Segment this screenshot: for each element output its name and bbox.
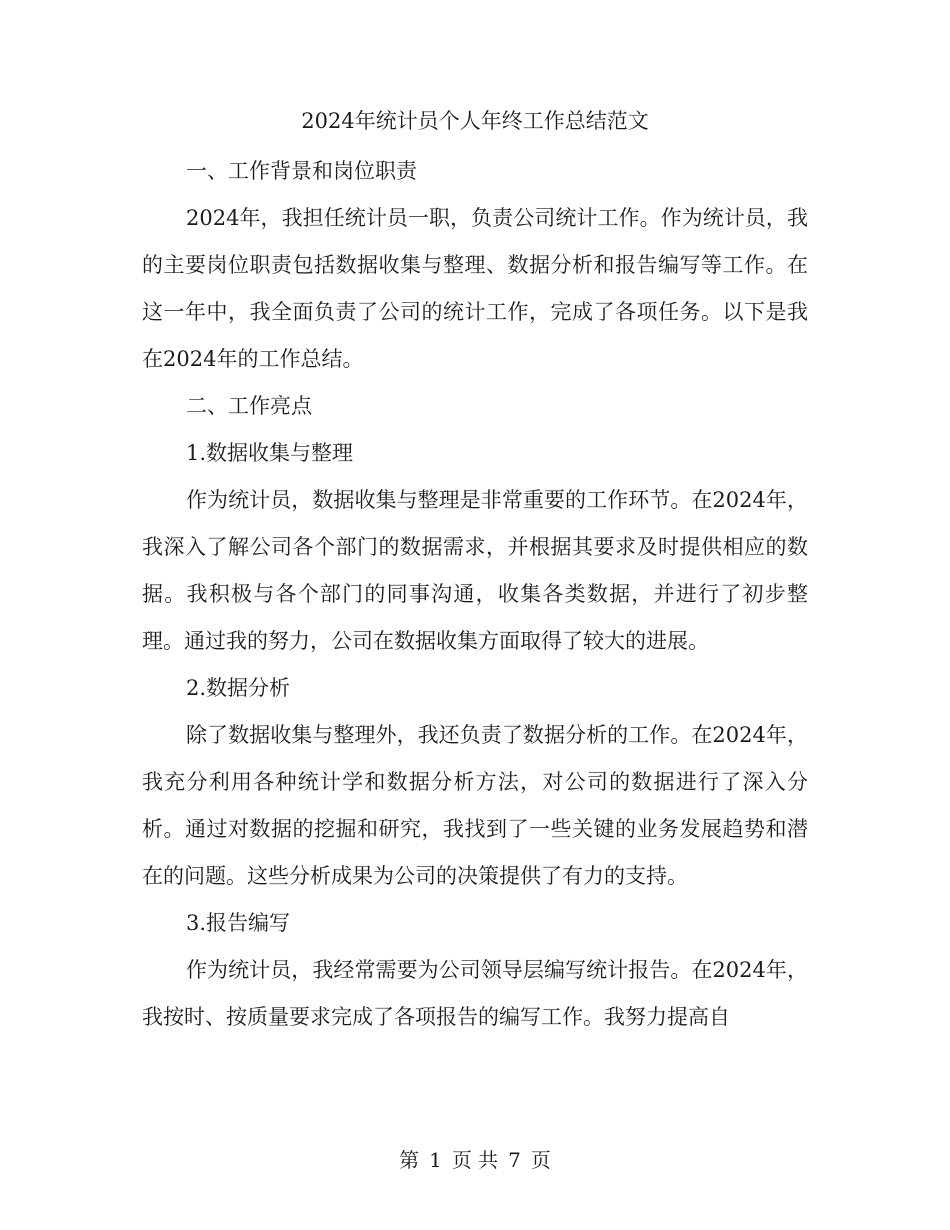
total-pages-number: 7: [508, 1148, 521, 1172]
subheading-data-collection: 1.数据收集与整理: [186, 441, 354, 465]
page-number-footer: [0, 1146, 950, 1174]
document-body: [142, 101, 808, 1041]
footer-suffix: 页: [530, 1148, 551, 1172]
section-heading-background: 一、工作背景和岗位职责: [186, 159, 417, 183]
document-title: 2024年统计员个人年终工作总结范文: [301, 109, 649, 133]
current-page-number: 1: [429, 1148, 442, 1172]
subheading-data-analysis: 2.数据分析: [186, 676, 291, 700]
section-heading-highlights: 二、工作亮点: [186, 394, 312, 418]
paragraph-background: 2024年，我担任统计员一职，负责公司统计工作。作为统计员，我的主要岗位职责包括数据收集与整理、数据分析和报告编写等工作。在这一年中，我全面负责了公司的统计工作，完成了各项任务。以下是我在2024年的工作总结。: [142, 206, 808, 371]
footer-middle: 页 共: [451, 1148, 499, 1172]
subheading-report-writing: 3.报告编写: [186, 911, 291, 935]
paragraph-report-writing: 作为统计员，我经常需要为公司领导层编写统计报告。在2024年，我按时、按质量要求完成了各项报告的编写工作。我努力提高自: [142, 958, 808, 1029]
footer-prefix: 第: [399, 1148, 420, 1172]
paragraph-data-collection: 作为统计员，数据收集与整理是非常重要的工作环节。在2024年，我深入了解公司各个部门的数据需求，并根据其要求及时提供相应的数据。我积极与各个部门的同事沟通，收集各类数据，并进行了初步整理。通过我的努力，公司在数据收集方面取得了较大的进展。: [142, 488, 808, 653]
paragraph-data-analysis: 除了数据收集与整理外，我还负责了数据分析的工作。在2024年，我充分利用各种统计学和数据分析方法，对公司的数据进行了深入分析。通过对数据的挖掘和研究，我找到了一些关键的业务发展趋势和潜在的问题。这些分析成果为公司的决策提供了有力的支持。: [142, 723, 808, 888]
